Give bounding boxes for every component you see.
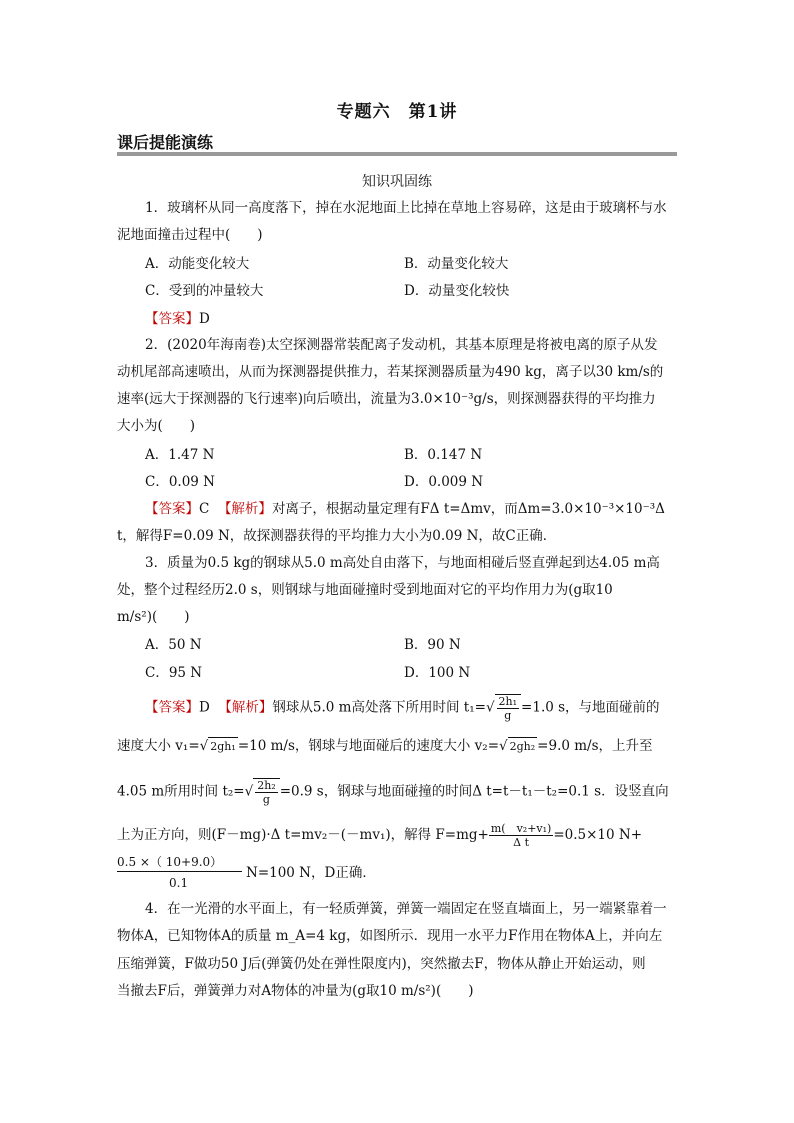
analysis-text: =0.5×10 N+ — [553, 827, 643, 843]
q2-option-b: B．0.147 N — [404, 447, 483, 463]
fraction-numerator: 2h₂ — [257, 779, 276, 792]
q3-fraction-numerator: 0.5 ×（ 10+9.0） — [117, 855, 223, 869]
sqrt-fraction — [253, 778, 280, 806]
fraction-denominator: g — [504, 709, 512, 722]
q2-analysis-line2: t，解得F=0.09 N，故探测器获得的平均推力大小为0.09 N，故C正确． — [117, 528, 557, 544]
q3-analysis-line3 — [117, 778, 669, 806]
analysis-text: =10 m/s，钢球与地面碰后的速度大小 v₂= — [237, 738, 500, 754]
analysis-text: 钢球从5.0 m高处落下所用时间 t₁= — [272, 699, 486, 716]
sqrt-symbol: √ — [485, 699, 495, 716]
q1-option-a: A．动能变化较大 — [145, 256, 250, 272]
analysis-label: 【解析】 — [218, 699, 273, 716]
q1-stem-line2: 泥地面撞击过程中( ) — [117, 227, 263, 243]
answer-label: 【答案】 — [145, 501, 199, 517]
section-divider — [117, 152, 677, 156]
analysis-text: =9.0 m/s，上升至 — [537, 738, 653, 754]
analysis-text: 4.05 m所用时间 t₂= — [117, 783, 245, 800]
fraction — [489, 822, 553, 849]
page-title: 专题六 第1讲 — [336, 102, 458, 122]
q3-analysis-line1 — [145, 694, 660, 722]
answer-label: 【答案】 — [145, 699, 199, 716]
fraction-numerator: m( v₂+v₁) — [490, 822, 552, 835]
q3-option-a: A．50 N — [145, 637, 202, 653]
q4-stem-line4: 当撤去F后，弹簧弹力对A物体的冲量为(g取10 m/s²)( ) — [117, 983, 474, 999]
sqrt-radicand: 2gh₁ — [208, 737, 238, 756]
q2-option-c: C．0.09 N — [145, 474, 215, 490]
q4-stem-line3: 压缩弹簧，F做功50 J后(弹簧仍处在弹性限度内)，突然撤去F，物体从静止开始运动，则 — [117, 956, 646, 972]
analysis-text: =0.9 s，钢球与地面碰撞的时间Δ t=t－t₁－t₂=0.1 s．设竖直向 — [279, 783, 669, 800]
q2-option-a: A．1.47 N — [145, 447, 215, 463]
q2-stem-line2: 动机尾部高速喷出，从而为探测器提供推力，若某探测器质量为490 kg，离子以30 km/s的 — [117, 364, 664, 380]
q4-stem-line1: 4．在一光滑的水平面上，有一轻质弹簧，弹簧一端固定在竖直墙面上，另一端紧靠着一 — [145, 901, 667, 917]
q3-fraction-denominator: 0.1 — [169, 876, 189, 890]
q3-analysis-line5: N=100 N，D正确． — [246, 865, 376, 881]
q2-stem-line1: 2．(2020年海南卷)太空探测器常装配离子发动机，其基本原理是将被电离的原子从发 — [145, 337, 658, 353]
analysis-text: 对离子，根据动量定理有FΔ t=Δmv，而Δm=3.0×10⁻³×10⁻³Δ — [271, 501, 665, 517]
q1-answer — [145, 310, 210, 328]
sqrt-symbol: √ — [499, 738, 508, 754]
analysis-text: =1.0 s，与地面碰前的 — [521, 699, 660, 716]
q3-stem-line1: 3．质量为0.5 kg的钢球从5.0 m高处自由落下，与地面相碰后竖直弹起到达4.05 m高 — [145, 555, 660, 571]
q4-stem-line2: 物体A，已知物体A的质量 m_A=4 kg，如图所示．现用一水平力F作用在物体A上，并向左 — [117, 928, 663, 944]
fraction-denominator: g — [262, 793, 270, 806]
answer-value: D — [199, 699, 210, 716]
q3-analysis-line2 — [117, 737, 653, 756]
sqrt-symbol: √ — [199, 738, 209, 754]
answer-value: C — [199, 501, 210, 517]
sqrt-symbol: √ — [244, 783, 254, 800]
subsection-heading: 知识巩固练 — [362, 174, 432, 190]
section-heading: 课后提能演练 — [117, 133, 214, 152]
fraction-numerator: 2h₁ — [498, 695, 518, 708]
q3-option-d: D．100 N — [404, 665, 471, 681]
answer-value: D — [199, 311, 210, 327]
q3-option-c: C．95 N — [145, 665, 203, 681]
fraction-denominator: Δ t — [513, 836, 530, 849]
analysis-text: 速度大小 v₁= — [117, 738, 200, 754]
answer-label: 【答案】 — [145, 311, 199, 327]
fraction-bar — [117, 871, 242, 872]
q2-answer — [145, 500, 665, 518]
q2-stem-line3: 速率(远大于探测器的飞行速率)向后喷出，流量为3.0×10⁻³g/s，则探测器获得的平均推力 — [117, 391, 656, 407]
analysis-label: 【解析】 — [217, 501, 272, 517]
q3-stem-line3: m/s²)( ) — [117, 609, 190, 625]
q1-stem-line1: 1．玻璃杯从同一高度落下，掉在水泥地面上比掉在草地上容易碎，这是由于玻璃杯与水 — [145, 200, 667, 216]
q2-option-d: D．0.009 N — [404, 474, 484, 490]
sqrt-fraction — [495, 694, 522, 722]
q1-option-b: B．动量变化较大 — [404, 256, 509, 272]
analysis-text: 上为正方向，则(F－mg)·Δ t=mv₂－(－mv₁)，解得 F=mg+ — [117, 827, 489, 843]
sqrt-radicand: 2gh₂ — [508, 737, 538, 756]
q3-analysis-line4 — [117, 822, 642, 849]
q3-option-b: B．90 N — [404, 637, 461, 653]
q1-option-d: D．动量变化较快 — [404, 283, 510, 299]
q1-option-c: C．受到的冲量较大 — [145, 283, 264, 299]
q2-stem-line4: 大小为( ) — [117, 418, 196, 434]
q3-stem-line2: 处，整个过程经历2.0 s，则钢球与地面碰撞时受到地面对它的平均作用力为(g取10 — [117, 582, 613, 598]
